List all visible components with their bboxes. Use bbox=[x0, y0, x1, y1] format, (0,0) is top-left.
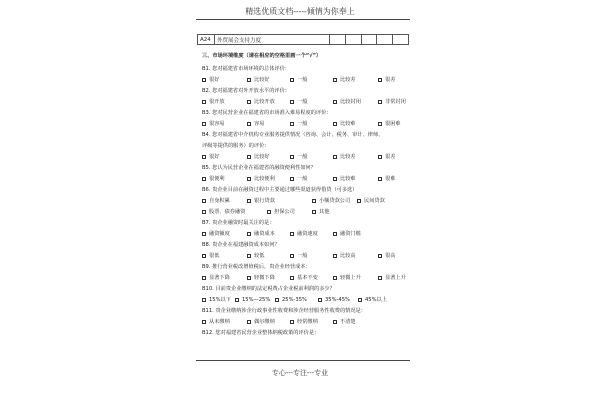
option-row bbox=[202, 317, 412, 328]
checkbox[interactable] bbox=[247, 155, 251, 159]
checkbox-option[interactable] bbox=[247, 100, 275, 105]
option-label: 经常缴纳 bbox=[297, 318, 318, 325]
page-footer: 专心---专注---专业 bbox=[271, 369, 329, 377]
checkbox-option[interactable] bbox=[290, 155, 307, 160]
option-row bbox=[202, 97, 412, 108]
checkbox-option[interactable] bbox=[247, 177, 275, 182]
checkbox-option[interactable] bbox=[202, 276, 230, 281]
checkbox[interactable] bbox=[333, 177, 337, 181]
header-rule bbox=[196, 19, 410, 20]
checkbox[interactable] bbox=[333, 155, 337, 159]
question-text: B7. 贵企业融资时最关注的是： bbox=[202, 219, 275, 226]
option-label: 自身积累 bbox=[209, 197, 230, 204]
checkbox-option[interactable] bbox=[247, 199, 275, 204]
option-label: 其他 bbox=[319, 208, 330, 215]
checkbox-option[interactable] bbox=[267, 210, 295, 215]
checkbox-option[interactable] bbox=[378, 177, 395, 182]
table-cell[interactable] bbox=[345, 35, 361, 45]
option-label: 偶尔缴纳 bbox=[254, 318, 275, 325]
option-label: 轻微下降 bbox=[254, 274, 275, 281]
checkbox[interactable] bbox=[247, 100, 251, 104]
checkbox[interactable] bbox=[333, 232, 337, 236]
question-text: B4. 您对福建省中介机构专业服务提供情况（咨询、会计、税务、审计、律师、 bbox=[202, 131, 384, 138]
option-label: 25%-35% bbox=[282, 296, 307, 303]
option-label: 银行贷款 bbox=[254, 197, 275, 204]
option-label: 显著下降 bbox=[209, 274, 230, 281]
option-label: 很低 bbox=[209, 252, 220, 259]
checkbox-option[interactable] bbox=[333, 78, 356, 83]
checkbox-option[interactable] bbox=[247, 254, 264, 259]
checkbox-option[interactable] bbox=[202, 320, 230, 325]
checkbox-option[interactable] bbox=[333, 320, 356, 325]
option-label: 很容易 bbox=[209, 120, 225, 127]
checkbox-option[interactable] bbox=[202, 155, 219, 160]
option-label: 很好 bbox=[209, 153, 220, 160]
option-row bbox=[202, 251, 412, 262]
checkbox-option[interactable] bbox=[290, 320, 318, 325]
checkbox-option[interactable] bbox=[247, 320, 275, 325]
checkbox-option[interactable] bbox=[333, 276, 361, 281]
option-label: 融资门槛 bbox=[340, 230, 361, 237]
checkbox-option[interactable] bbox=[290, 122, 307, 127]
question-text: B6. 贵企业目前在融资过程中主要通过哪些渠道获得借贷（可多选） bbox=[202, 186, 358, 193]
checkbox[interactable] bbox=[202, 320, 206, 324]
option-label: 一般 bbox=[297, 153, 308, 160]
checkbox[interactable] bbox=[202, 177, 206, 181]
question-text: B11. 贵企业缴纳涉企行政事业性收费和涉企经营服务性收费的情况是： bbox=[202, 307, 366, 314]
checkbox[interactable] bbox=[333, 254, 337, 258]
option-label: 担保公司 bbox=[274, 208, 295, 215]
option-label: 非常封闭 bbox=[385, 98, 406, 105]
checkbox[interactable] bbox=[333, 100, 337, 104]
checkbox[interactable] bbox=[267, 210, 271, 214]
checkbox-option[interactable] bbox=[333, 100, 361, 105]
option-label: 一般 bbox=[297, 76, 308, 83]
checkbox-option[interactable] bbox=[290, 78, 307, 83]
option-row bbox=[202, 75, 412, 86]
option-label: 比较封闭 bbox=[340, 98, 361, 105]
option-label: 比较难 bbox=[340, 175, 356, 182]
option-row bbox=[202, 174, 412, 185]
checkbox-option[interactable] bbox=[247, 155, 270, 160]
question-text: B5. 您认为民营企业在福建省的融资便利性如何？ bbox=[202, 164, 316, 171]
option-label: 融资额度 bbox=[209, 230, 230, 237]
option-label: 融资成本 bbox=[254, 230, 275, 237]
checkbox[interactable] bbox=[312, 199, 316, 203]
checkbox[interactable] bbox=[290, 122, 294, 126]
option-label: 显著上升 bbox=[385, 274, 406, 281]
checkbox[interactable] bbox=[247, 177, 251, 181]
section-title: 三、市场环境维度 bbox=[202, 53, 244, 59]
checkbox[interactable] bbox=[202, 78, 206, 82]
option-label: 15%以下 bbox=[209, 296, 231, 303]
checkbox-option[interactable] bbox=[333, 232, 361, 237]
checkbox[interactable] bbox=[202, 276, 206, 280]
checkbox-option[interactable] bbox=[290, 232, 318, 237]
checkbox-option[interactable] bbox=[290, 177, 307, 182]
checkbox[interactable] bbox=[357, 199, 361, 203]
checkbox-option[interactable] bbox=[333, 254, 356, 259]
checkbox-option[interactable] bbox=[378, 254, 395, 259]
checkbox-option[interactable] bbox=[235, 298, 270, 303]
table-cell[interactable] bbox=[393, 35, 409, 45]
checkbox-option[interactable] bbox=[358, 298, 387, 303]
option-label: 很高 bbox=[385, 252, 396, 259]
option-label: 小额贷款公司 bbox=[319, 197, 351, 204]
checkbox-option[interactable] bbox=[312, 199, 350, 204]
checkbox-option[interactable] bbox=[247, 78, 270, 83]
checkbox-option[interactable] bbox=[247, 122, 264, 127]
option-label: 一般 bbox=[297, 175, 308, 182]
option-label: 一般 bbox=[297, 120, 308, 127]
checkbox[interactable] bbox=[290, 320, 294, 324]
checkbox-option[interactable] bbox=[333, 155, 356, 160]
questionnaire bbox=[202, 54, 412, 339]
checkbox-option[interactable] bbox=[290, 276, 318, 281]
option-label: 容易 bbox=[254, 120, 265, 127]
checkbox-option[interactable] bbox=[202, 210, 245, 215]
option-label: 比较高 bbox=[340, 252, 356, 259]
checkbox[interactable] bbox=[202, 298, 206, 302]
option-label: 一般 bbox=[297, 252, 308, 259]
question-text: B10. 目前贵企业缴纳的法定税费占企业税前利润的多少？ bbox=[202, 285, 335, 292]
question-text: B1. 您对福建省市场环境的总体评价： bbox=[202, 65, 290, 72]
option-label: 比较难 bbox=[340, 120, 356, 127]
checkbox[interactable] bbox=[202, 155, 206, 159]
checkbox[interactable] bbox=[378, 155, 382, 159]
option-label: 很便利 bbox=[209, 175, 225, 182]
checkbox[interactable] bbox=[247, 232, 251, 236]
table-cell[interactable] bbox=[330, 35, 346, 45]
checkbox-option[interactable] bbox=[290, 100, 307, 105]
option-row bbox=[202, 119, 412, 130]
checkbox[interactable] bbox=[247, 199, 251, 203]
checkbox-option[interactable] bbox=[312, 210, 329, 215]
checkbox-option[interactable] bbox=[378, 276, 406, 281]
checkbox-option[interactable] bbox=[378, 122, 401, 127]
a24-text: 外贸展会支持力度 bbox=[215, 35, 330, 45]
checkbox-option[interactable] bbox=[202, 199, 230, 204]
option-label: 民间贷款 bbox=[364, 197, 385, 204]
option-label: 很困难 bbox=[385, 120, 401, 127]
option-label: 比较差 bbox=[340, 153, 356, 160]
checkbox[interactable] bbox=[290, 155, 294, 159]
option-label: 比较好 bbox=[254, 76, 270, 83]
checkbox[interactable] bbox=[247, 276, 251, 280]
checkbox[interactable] bbox=[247, 254, 251, 258]
option-row bbox=[202, 152, 412, 163]
checkbox[interactable] bbox=[378, 276, 382, 280]
option-label: 比较便利 bbox=[254, 175, 275, 182]
checkbox-option[interactable] bbox=[202, 100, 225, 105]
checkbox[interactable] bbox=[378, 254, 382, 258]
checkbox-option[interactable] bbox=[247, 276, 275, 281]
checkbox-option[interactable] bbox=[202, 254, 219, 259]
checkbox[interactable] bbox=[378, 100, 382, 104]
option-label: 很好 bbox=[209, 76, 220, 83]
checkbox[interactable] bbox=[358, 298, 362, 302]
table-row bbox=[198, 35, 409, 45]
checkbox[interactable] bbox=[247, 320, 251, 324]
table-cell[interactable] bbox=[377, 35, 393, 45]
checkbox[interactable] bbox=[247, 122, 251, 126]
section-note: （请在相应的空格里画一个“√”） bbox=[243, 53, 322, 59]
checkbox[interactable] bbox=[202, 199, 206, 203]
option-label: 很差 bbox=[385, 76, 396, 83]
checkbox[interactable] bbox=[202, 210, 206, 214]
checkbox[interactable] bbox=[290, 78, 294, 82]
option-label: 35%-45% bbox=[325, 296, 350, 303]
checkbox[interactable] bbox=[235, 298, 239, 302]
checkbox-option[interactable] bbox=[202, 78, 219, 83]
a24-code: A24 bbox=[198, 35, 215, 45]
option-label: 很差 bbox=[385, 153, 396, 160]
checkbox-option[interactable] bbox=[333, 122, 356, 127]
checkbox-option[interactable] bbox=[202, 298, 231, 303]
checkbox[interactable] bbox=[202, 100, 206, 104]
checkbox[interactable] bbox=[312, 210, 316, 214]
option-label: 45%以上 bbox=[365, 296, 387, 303]
checkbox[interactable] bbox=[247, 78, 251, 82]
option-row bbox=[202, 196, 412, 207]
checkbox-option[interactable] bbox=[202, 122, 225, 127]
checkbox[interactable] bbox=[290, 100, 294, 104]
option-label: 比较开放 bbox=[254, 98, 275, 105]
question-text: B9. 推行营业税改增值税后，贵企业经营成本： bbox=[202, 263, 311, 270]
checkbox[interactable] bbox=[378, 122, 382, 126]
option-label: 较低 bbox=[254, 252, 265, 259]
question-text: B3. 您对民营企业在福建省的市场准入难易程度的评价： bbox=[202, 109, 332, 116]
checkbox-option[interactable] bbox=[247, 232, 275, 237]
checkbox[interactable] bbox=[290, 254, 294, 258]
option-label: 融资速度 bbox=[297, 230, 318, 237]
option-row bbox=[202, 273, 412, 284]
page-header: 精选优质文档-----倾情为你奉上 bbox=[245, 7, 355, 16]
a24-table bbox=[197, 34, 409, 45]
checkbox[interactable] bbox=[333, 122, 337, 126]
checkbox[interactable] bbox=[378, 177, 382, 181]
option-row bbox=[202, 229, 412, 240]
question-text: B12. 您对福建省民营企业整体纳税政策的评价是： bbox=[202, 329, 320, 336]
checkbox[interactable] bbox=[202, 122, 206, 126]
option-label: 一般 bbox=[297, 98, 308, 105]
checkbox-option[interactable] bbox=[333, 177, 356, 182]
checkbox-option[interactable] bbox=[202, 232, 230, 237]
checkbox-option[interactable] bbox=[275, 298, 307, 303]
checkbox-option[interactable] bbox=[378, 155, 395, 160]
section-heading bbox=[202, 54, 412, 64]
option-label: 基本不变 bbox=[297, 274, 318, 281]
option-row bbox=[202, 295, 412, 306]
question-text: B2. 您对福建省对外开放水平的评价： bbox=[202, 87, 290, 94]
checkbox[interactable] bbox=[275, 298, 279, 302]
checkbox[interactable] bbox=[333, 78, 337, 82]
option-label: 很开放 bbox=[209, 98, 225, 105]
option-label: 比较差 bbox=[340, 76, 356, 83]
checkbox-option[interactable] bbox=[290, 254, 307, 259]
option-row bbox=[202, 207, 412, 218]
option-label: 很难 bbox=[385, 175, 396, 182]
checkbox[interactable] bbox=[318, 298, 322, 302]
checkbox[interactable] bbox=[290, 232, 294, 236]
option-label: 不清楚 bbox=[340, 318, 356, 325]
checkbox-option[interactable] bbox=[378, 100, 406, 105]
footer-rule bbox=[196, 360, 410, 361]
option-label: 股票、债券融资 bbox=[209, 208, 246, 215]
checkbox[interactable] bbox=[290, 177, 294, 181]
question-text: B8. 贵企业在福建融资成本如何？ bbox=[202, 241, 280, 248]
checkbox[interactable] bbox=[202, 232, 206, 236]
checkbox[interactable] bbox=[290, 276, 294, 280]
checkbox[interactable] bbox=[202, 254, 206, 258]
option-label: 比较好 bbox=[254, 153, 270, 160]
checkbox[interactable] bbox=[378, 78, 382, 82]
option-label: 轻微上升 bbox=[340, 274, 361, 281]
checkbox-option[interactable] bbox=[202, 177, 225, 182]
checkbox-option[interactable] bbox=[378, 78, 395, 83]
option-label: 从未缴纳 bbox=[209, 318, 230, 325]
table-cell[interactable] bbox=[361, 35, 377, 45]
checkbox-option[interactable] bbox=[318, 298, 350, 303]
checkbox-option[interactable] bbox=[357, 199, 385, 204]
option-label: 15%—25% bbox=[242, 296, 271, 303]
checkbox[interactable] bbox=[333, 320, 337, 324]
checkbox[interactable] bbox=[333, 276, 337, 280]
question-text-continued: 评级等提供的服务）的评价： bbox=[202, 142, 270, 149]
